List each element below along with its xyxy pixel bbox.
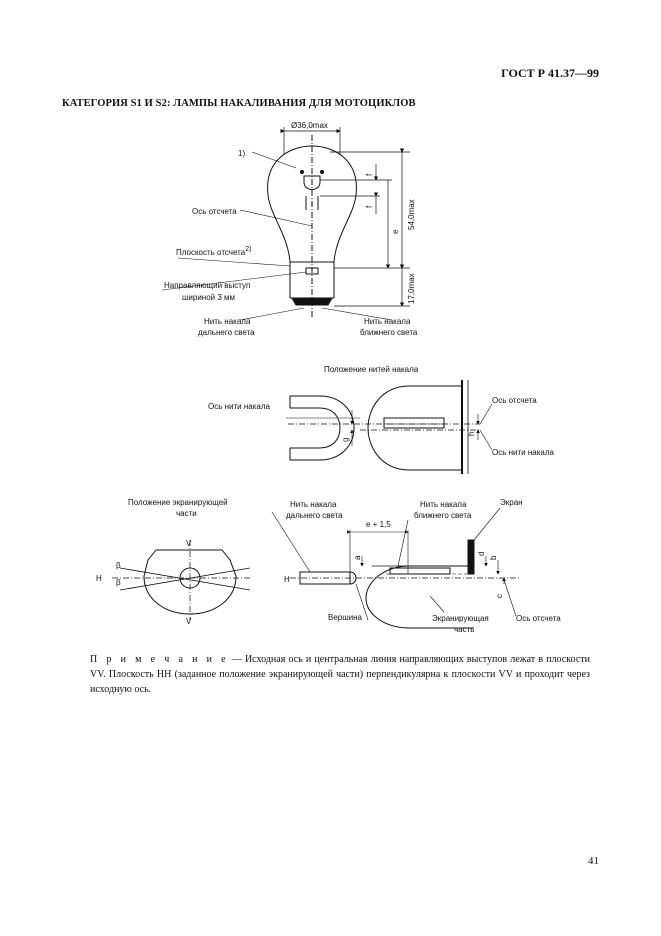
label-passing-filament-1: Нить накала — [364, 317, 411, 326]
label-passing-filament-2: ближнего света — [360, 328, 418, 337]
label-V-top: V — [186, 539, 192, 548]
figure3-title-1: Положение экранирующей — [128, 498, 228, 507]
label-guide-lug-2: шириной 3 мм — [182, 293, 236, 302]
label-H-left: H — [96, 574, 102, 583]
label-beta-1: β — [116, 561, 121, 570]
label-passing-2: ближнего света — [414, 511, 472, 520]
dim-d: d — [477, 551, 486, 556]
dim-f1: f — [365, 173, 374, 176]
label-beta-2: β — [116, 578, 121, 587]
screen-drawing — [272, 508, 520, 628]
dim-base: 17,0max — [407, 273, 416, 304]
dim-diameter: Ø36,0max — [291, 121, 328, 130]
label-guide-lug-1: Направляющий выступ — [164, 281, 251, 290]
label-V-bottom: V — [186, 617, 192, 626]
dim-a: a — [353, 555, 362, 560]
note-text: — Исходная ось и центральная линия направляющих выступов лежат в плоскости VV. Плоскость HH (заданное положение экранирующей части) перпендикулярна к плоскости VV и проходит через исходную ось. — [90, 654, 591, 695]
label-ref-plane: Плоскость отсчета2) — [176, 246, 252, 257]
figure3-title-2: части — [176, 509, 197, 518]
screen-bar — [468, 540, 474, 574]
label-driving-2: дальнего света — [286, 511, 343, 520]
label-driving-1: Нить накала — [290, 500, 337, 509]
page-number: 41 — [588, 855, 599, 867]
page-title: КАТЕГОРИЯ S1 И S2: ЛАМПЫ НАКАЛИВАНИЯ ДЛЯ МОТОЦИКЛОВ — [62, 98, 416, 109]
note-mark-1: 1) — [238, 149, 246, 158]
label-driving-axis: Ось нити накала — [492, 448, 554, 457]
dim-c: c — [495, 594, 504, 598]
figure2-title: Положение нитей накала — [324, 365, 419, 374]
label-ref-axis-3: Ось отсчета — [516, 614, 561, 623]
lamp-drawing — [162, 127, 410, 320]
note-prefix: П р и м е ч а н и е — [90, 654, 229, 665]
label-ref-axis: Ось отсчета — [192, 207, 237, 216]
dim-f2: f — [365, 205, 374, 208]
label-filament-axis: Ось нити накала — [208, 402, 270, 411]
label-shield-2: часть — [454, 625, 475, 634]
note-paragraph — [90, 652, 590, 697]
filament-cylinder — [384, 418, 444, 428]
label-H-right: H — [284, 575, 290, 584]
dim-h: h — [467, 431, 476, 436]
u-shape-left — [290, 396, 354, 460]
dim-height: 54,0max — [407, 199, 416, 230]
dim-b: b — [489, 555, 498, 560]
label-screen: Экран — [500, 498, 523, 507]
label-shield-1: Экранирующая — [432, 614, 489, 623]
dim-e: e — [391, 229, 400, 234]
passing-filament-rect — [390, 568, 450, 574]
dim-e15: e + 1,5 — [366, 520, 391, 529]
label-driving-filament-1: Нить накала — [204, 317, 251, 326]
filament-position-drawing — [286, 380, 492, 474]
label-passing-1: Нить накала — [420, 500, 467, 509]
standard-header: ГОСТ Р 41.37—99 — [501, 66, 599, 80]
shield-position-drawing — [112, 540, 250, 620]
label-apex: Вершина — [328, 613, 362, 622]
dim-g: g — [341, 437, 350, 442]
label-ref-axis-2: Ось отсчета — [492, 396, 537, 405]
label-driving-filament-2: дальнего света — [198, 328, 255, 337]
